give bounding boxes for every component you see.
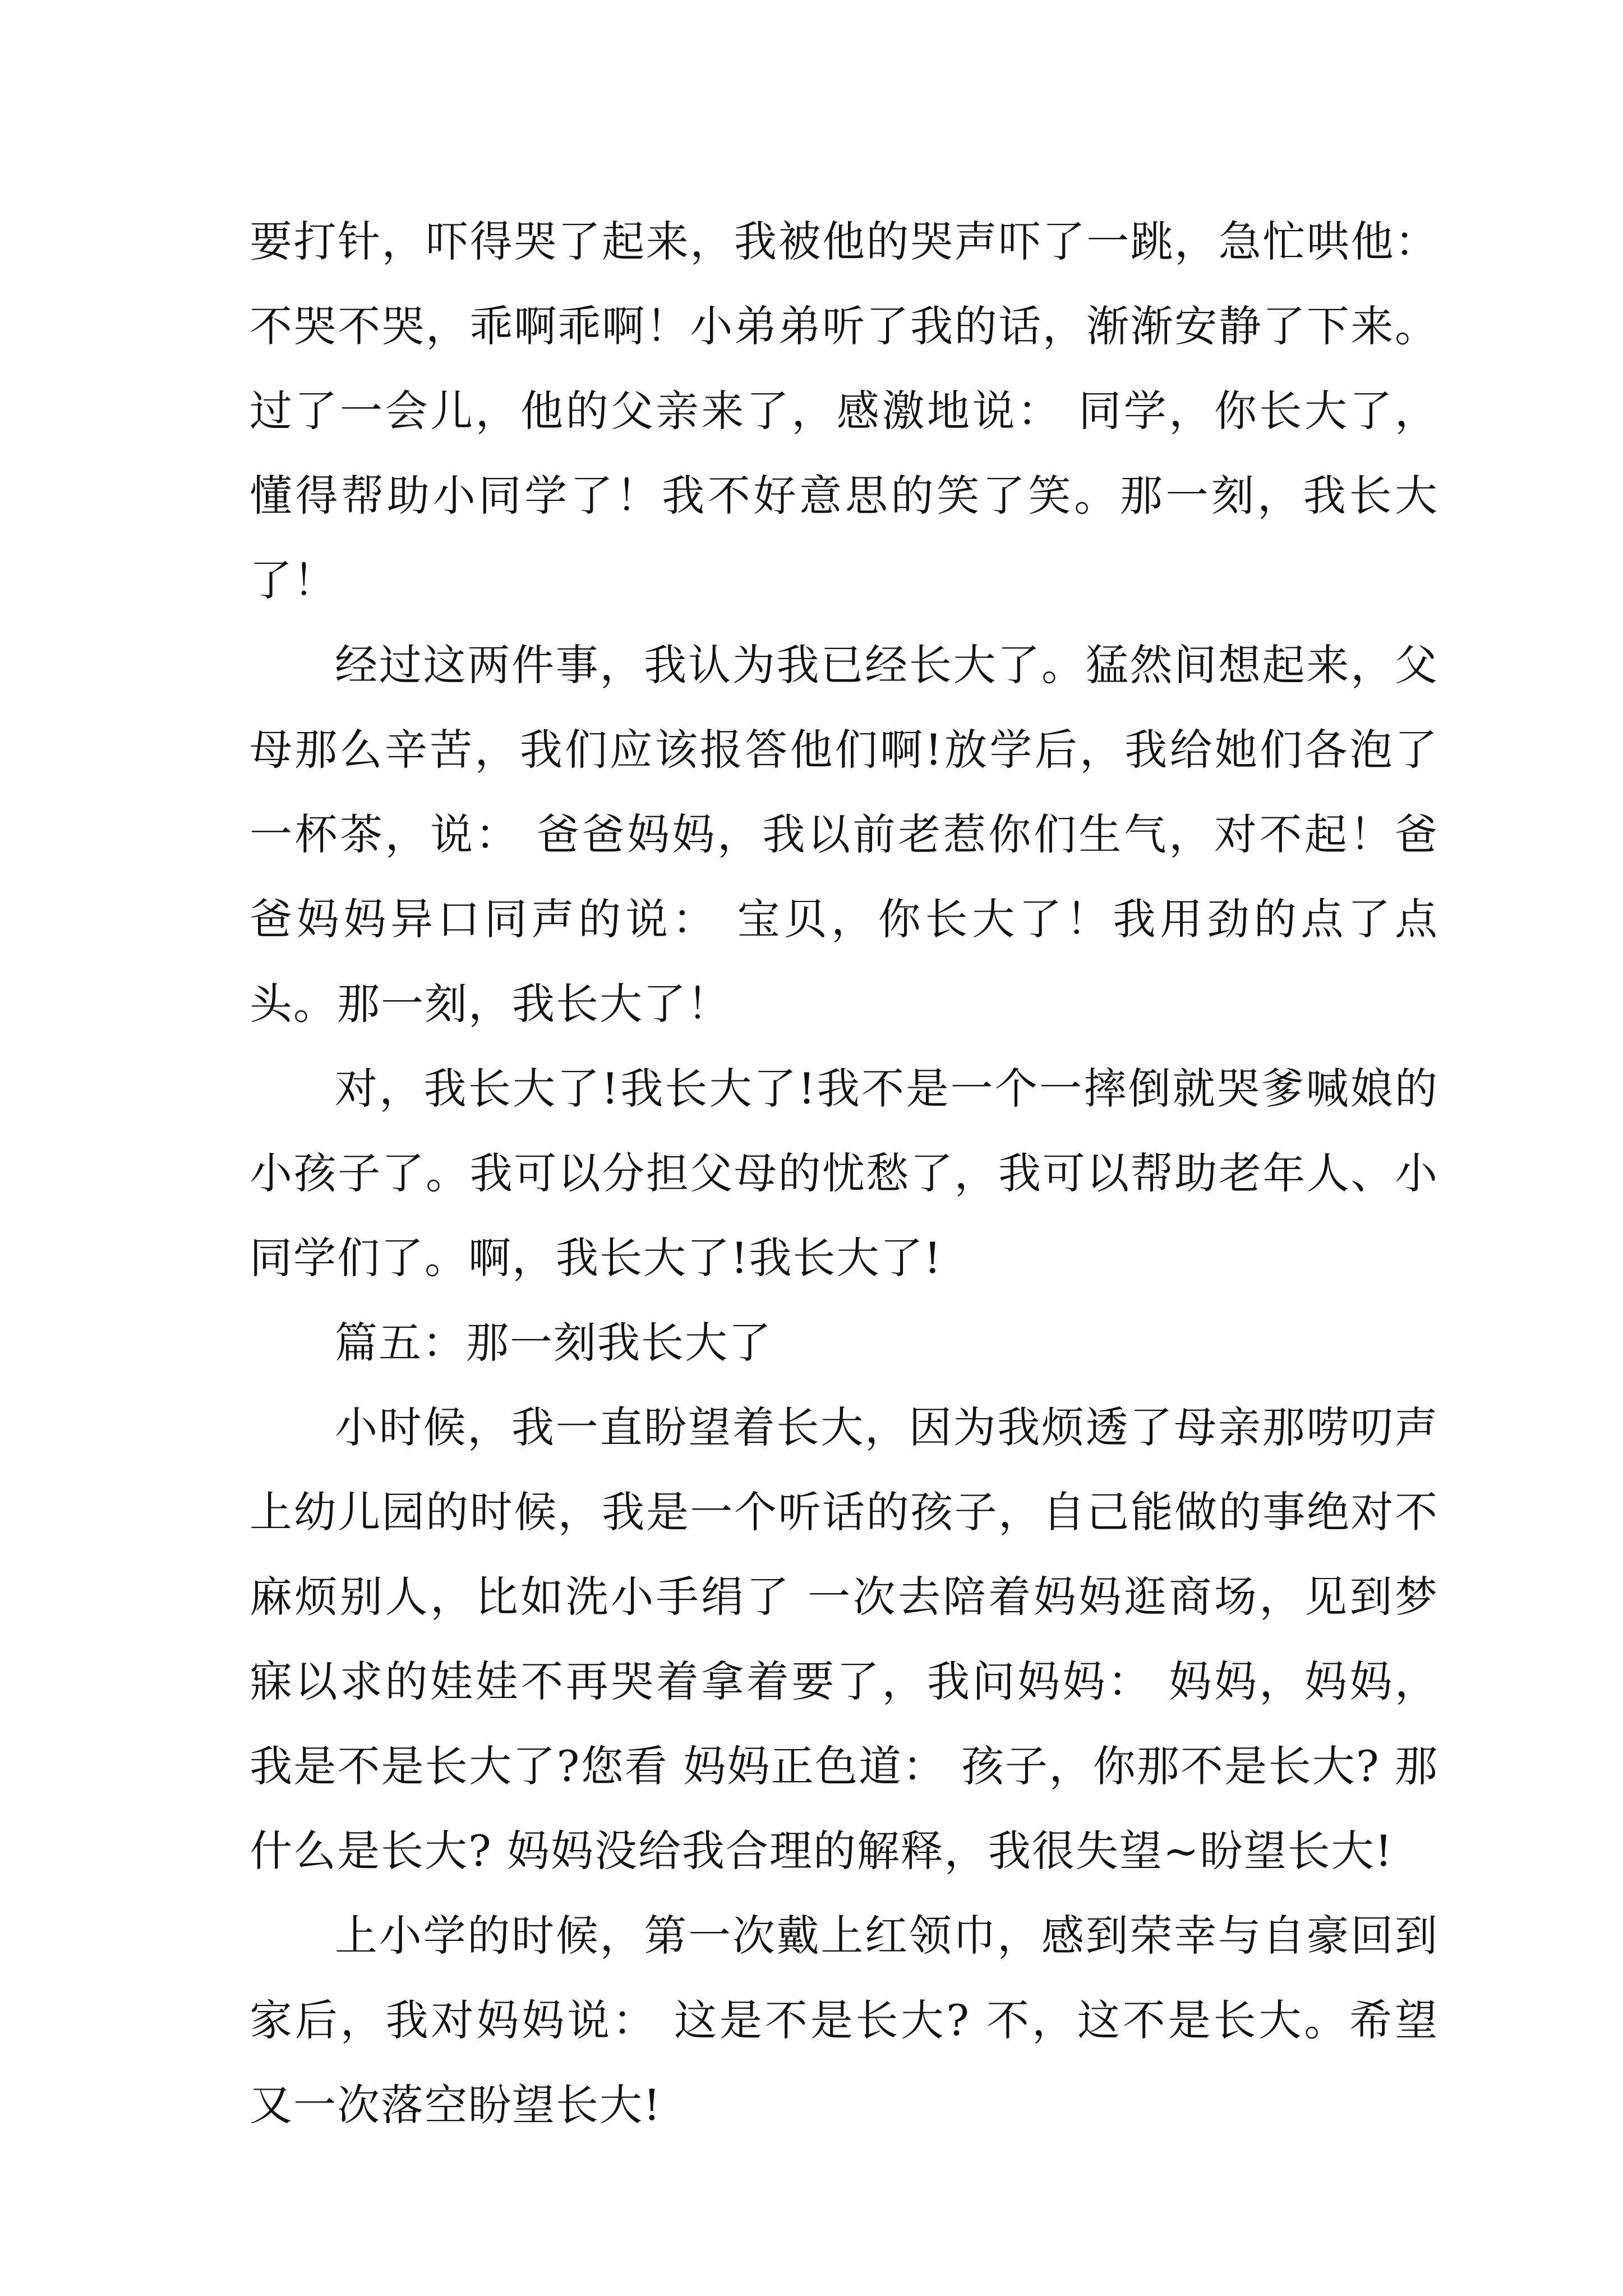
paragraph-3: 对，我长大了!我长大了!我不是一个一摔倒就哭爹喊娘的小孩子了。我可以分担父母的忧愁了，我可以帮助老年人、小同学们了。啊，我长大了!我长大了! (250, 1064, 1438, 1283)
paragraph-1: 要打针，吓得哭了起来，我被他的哭声吓了一跳，急忙哄他：不哭不哭，乖啊乖啊！小弟弟听了我的话，渐渐安静了下来。过了一会儿，他的父亲来了，感激地说： 同学，你长大了，懂得帮助小同学了！我不好意思的笑了笑。那一刻，我长大了！ (250, 217, 1438, 605)
section-heading: 篇五：那一刻我长大了 (335, 1318, 772, 1368)
paragraph-2: 经过这两件事，我认为我已经长大了。猛然间想起来，父母那么辛苦，我们应该报答他们啊!放学后，我给她们各泡了一杯茶，说： 爸爸妈妈，我以前老惹你们生气，对不起！爸爸妈妈异口同声的说： 宝贝，你长大了！我用劲的点了点头。那一刻，我长大了！ (250, 640, 1438, 1029)
paragraph-6: 上小学的时候，第一次戴上红领巾，感到荣幸与自豪回到家后，我对妈妈说： 这是不是长大? 不，这不是长大。希望又一次落空盼望长大! (250, 1911, 1438, 2130)
document-body (250, 199, 1438, 2147)
paragraph-5: 小时候，我一直盼望着长大，因为我烦透了母亲那唠叨声上幼儿园的时候，我是一个听话的孩子，自己能做的事绝对不麻烦别人，比如洗小手绢了 一次去陪着妈妈逛商场，见到梦寐以求的娃娃不再哭着拿着要了，我问妈妈： 妈妈，妈妈，我是不是长大了?您看 妈妈正色道： 孩子，你那不是长大? 那什么是长大? 妈妈没给我合理的解释，我很失望~盼望长大! (250, 1402, 1438, 1876)
